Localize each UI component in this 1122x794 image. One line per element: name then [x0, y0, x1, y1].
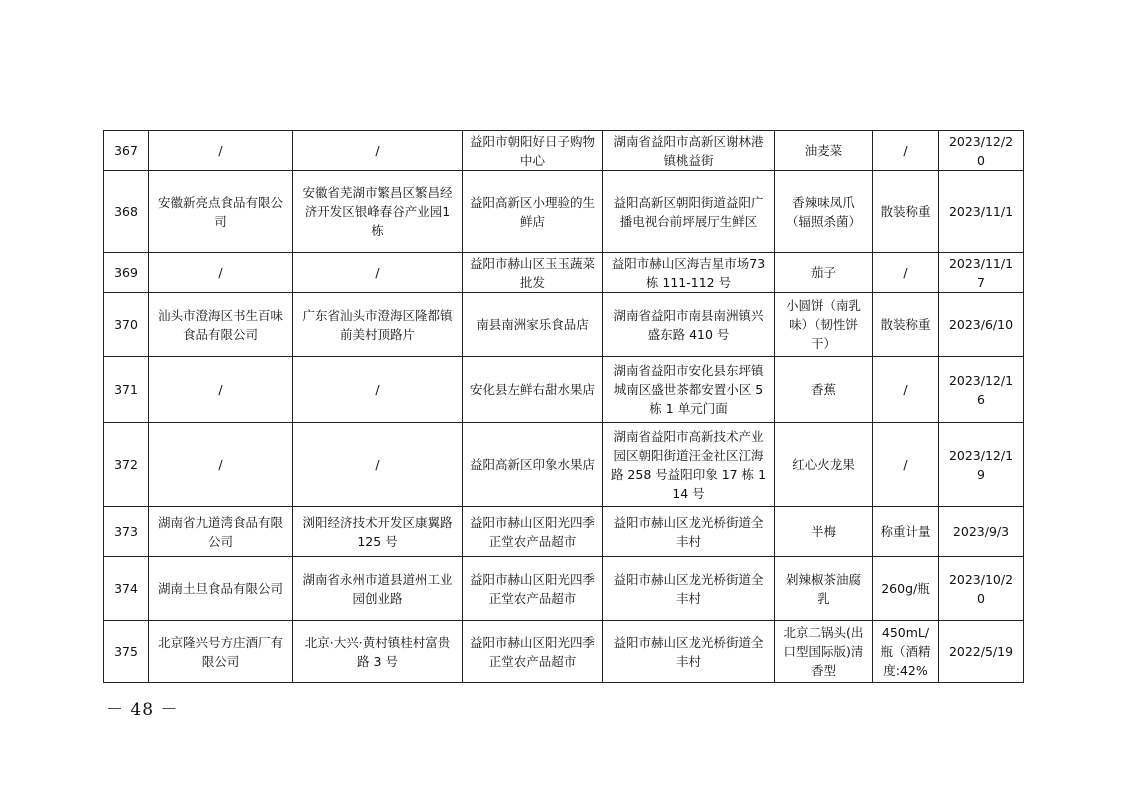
cell-producer: 湖南土旦食品有限公司 — [149, 557, 293, 621]
cell-seller-address: 湖南省益阳市高新技术产业园区朝阳街道汪金社区江海路 258 号益阳印象 17 栋 114 号 — [603, 423, 775, 507]
cell-seq: 375 — [104, 621, 149, 683]
cell-producer-address: 湖南省永州市道县道州工业园创业路 — [293, 557, 463, 621]
cell-producer: 汕头市澄海区书生百味食品有限公司 — [149, 293, 293, 357]
cell-date: 2023/11/1 — [939, 171, 1024, 253]
cell-spec: 散装称重 — [873, 293, 939, 357]
cell-spec: / — [873, 423, 939, 507]
cell-seller: 益阳市赫山区阳光四季正堂农产品超市 — [463, 621, 603, 683]
cell-seller-address: 益阳市赫山区龙光桥街道全丰村 — [603, 557, 775, 621]
cell-date: 2023/6/10 — [939, 293, 1024, 357]
cell-producer-address: / — [293, 131, 463, 171]
cell-seller-address: 益阳市赫山区龙光桥街道全丰村 — [603, 507, 775, 557]
cell-seller: 益阳市赫山区阳光四季正堂农产品超市 — [463, 507, 603, 557]
cell-seq: 367 — [104, 131, 149, 171]
cell-seller: 安化县左鲜右甜水果店 — [463, 357, 603, 423]
cell-seq: 369 — [104, 253, 149, 293]
table-row — [104, 131, 1024, 171]
cell-seller-address: 湖南省益阳市安化县东坪镇城南区盛世茶都安置小区 5 栋 1 单元门面 — [603, 357, 775, 423]
cell-producer-address: 浏阳经济技术开发区康翼路 125 号 — [293, 507, 463, 557]
table-row — [104, 293, 1024, 357]
table-row — [104, 253, 1024, 293]
cell-date: 2023/10/20 — [939, 557, 1024, 621]
page-number: － 48 － — [106, 700, 179, 720]
cell-spec: / — [873, 357, 939, 423]
table-row — [104, 621, 1024, 683]
cell-seq: 370 — [104, 293, 149, 357]
cell-producer-address: / — [293, 253, 463, 293]
cell-spec: / — [873, 253, 939, 293]
cell-date: 2023/12/16 — [939, 357, 1024, 423]
cell-producer-address: 安徽省芜湖市繁昌区繁昌经济开发区银峰春谷产业园1栋 — [293, 171, 463, 253]
cell-seller: 益阳市赫山区阳光四季正堂农产品超市 — [463, 557, 603, 621]
cell-seq: 371 — [104, 357, 149, 423]
cell-producer-address: 北京·大兴·黄村镇桂村富贵路 3 号 — [293, 621, 463, 683]
cell-date: 2023/11/17 — [939, 253, 1024, 293]
cell-seller-address: 湖南省益阳市南县南洲镇兴盛东路 410 号 — [603, 293, 775, 357]
cell-producer: / — [149, 357, 293, 423]
cell-product: 红心火龙果 — [775, 423, 873, 507]
cell-seller-address: 益阳市赫山区海吉星市场73 栋 111-112 号 — [603, 253, 775, 293]
cell-product: 北京二锅头(出口型国际版)清香型 — [775, 621, 873, 683]
cell-date: 2022/5/19 — [939, 621, 1024, 683]
cell-producer-address: 广东省汕头市澄海区隆都镇前美村顶路片 — [293, 293, 463, 357]
cell-spec: 260g/瓶 — [873, 557, 939, 621]
cell-seq: 374 — [104, 557, 149, 621]
cell-product: 香蕉 — [775, 357, 873, 423]
cell-seq: 372 — [104, 423, 149, 507]
cell-producer: / — [149, 253, 293, 293]
table-row — [104, 357, 1024, 423]
table-body — [104, 131, 1024, 683]
cell-seller: 南县南洲家乐食品店 — [463, 293, 603, 357]
cell-producer: / — [149, 423, 293, 507]
cell-spec: / — [873, 131, 939, 171]
table-row — [104, 171, 1024, 253]
cell-producer-address: / — [293, 423, 463, 507]
table-row — [104, 423, 1024, 507]
cell-seller: 益阳市朝阳好日子购物中心 — [463, 131, 603, 171]
cell-date: 2023/9/3 — [939, 507, 1024, 557]
cell-producer-address: / — [293, 357, 463, 423]
cell-producer: / — [149, 131, 293, 171]
cell-seller: 益阳高新区印象水果店 — [463, 423, 603, 507]
cell-producer: 湖南省九道湾食品有限公司 — [149, 507, 293, 557]
cell-date: 2023/12/20 — [939, 131, 1024, 171]
cell-product: 半梅 — [775, 507, 873, 557]
cell-spec: 450mL/瓶（酒精度:42% — [873, 621, 939, 683]
cell-product: 小圆饼（南乳味）（韧性饼干） — [775, 293, 873, 357]
cell-product: 茄子 — [775, 253, 873, 293]
table-row — [104, 507, 1024, 557]
cell-date: 2023/12/19 — [939, 423, 1024, 507]
cell-seller-address: 湖南省益阳市高新区谢林港镇桃益街 — [603, 131, 775, 171]
cell-producer: 安徽新亮点食品有限公司 — [149, 171, 293, 253]
cell-seq: 373 — [104, 507, 149, 557]
cell-seller: 益阳高新区小理验的生鲜店 — [463, 171, 603, 253]
cell-seq: 368 — [104, 171, 149, 253]
cell-spec: 散装称重 — [873, 171, 939, 253]
cell-seller-address: 益阳高新区朝阳街道益阳广播电视台前坪展厅生鲜区 — [603, 171, 775, 253]
cell-seller: 益阳市赫山区玉玉蔬菜批发 — [463, 253, 603, 293]
cell-spec: 称重计量 — [873, 507, 939, 557]
cell-product: 香辣味凤爪（辐照杀菌） — [775, 171, 873, 253]
data-table-container — [103, 130, 1023, 683]
cell-producer: 北京隆兴号方庄酒厂有限公司 — [149, 621, 293, 683]
cell-seller-address: 益阳市赫山区龙光桥街道全丰村 — [603, 621, 775, 683]
cell-product: 油麦菜 — [775, 131, 873, 171]
cell-product: 剁辣椒茶油腐乳 — [775, 557, 873, 621]
food-sampling-table — [103, 130, 1024, 683]
table-row — [104, 557, 1024, 621]
